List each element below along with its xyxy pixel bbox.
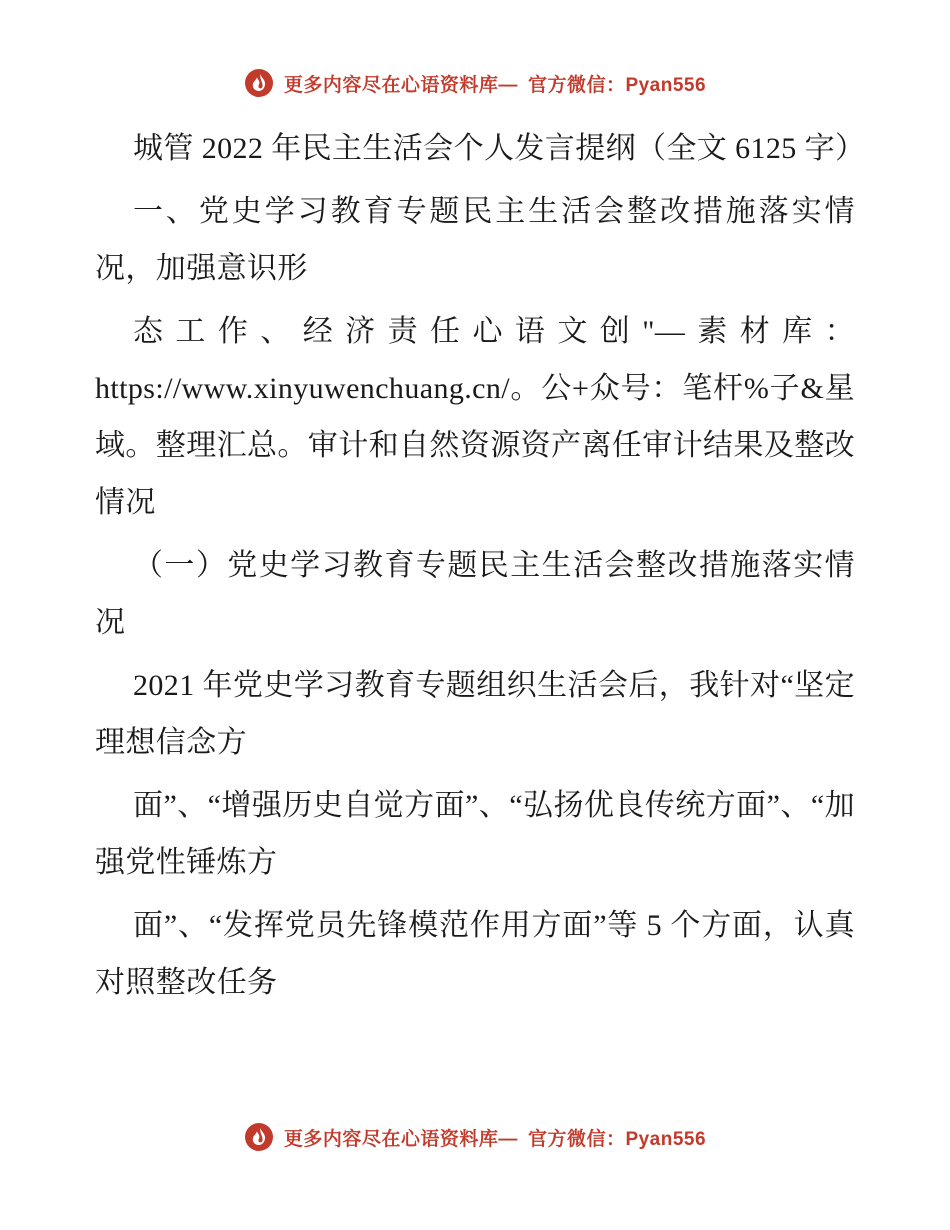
- paragraph-body-1: 2021 年党史学习教育专题组织生活会后，我针对“坚定理想信念方: [95, 669, 855, 759]
- paragraph-body-2: 面”、“增强历史自觉方面”、“弘扬优良传统方面”、“加强党性锤炼方: [95, 789, 855, 879]
- flame-circle-logo-icon: [244, 1122, 274, 1152]
- document-content: [95, 120, 866, 1017]
- watermark-contact: 官方微信：Pyan556: [527, 1128, 707, 1150]
- watermark-contact: 官方微信：Pyan556: [527, 74, 707, 96]
- paragraph-body-3: 面”、“发挥党员先锋模范作用方面”等 5 个方面，认真对照整改任务: [95, 909, 855, 999]
- watermark-text: 更多内容尽在心语资料库—: [283, 74, 518, 96]
- flame-circle-logo-icon: [244, 68, 274, 98]
- watermark-text: 更多内容尽在心语资料库—: [283, 1128, 518, 1150]
- paragraph-title: 城管 2022 年民主生活会个人发言提纲（全文 6125 字）: [133, 132, 866, 165]
- paragraph-source-note: 态工作、经济责任心语文创"—素材库：https://www.xinyuwenchuang.cn/。公+众号：笔杆%子&星域。整理汇总。审计和自然资源资产离任审计结果及整改情况: [95, 315, 855, 519]
- watermark-header: [0, 68, 950, 98]
- paragraph-subsection-1: （一）党史学习教育专题民主生活会整改措施落实情况: [95, 549, 855, 639]
- paragraph-section-1: 一、党史学习教育专题民主生活会整改措施落实情况，加强意识形: [95, 195, 855, 285]
- watermark-footer: [0, 1122, 950, 1152]
